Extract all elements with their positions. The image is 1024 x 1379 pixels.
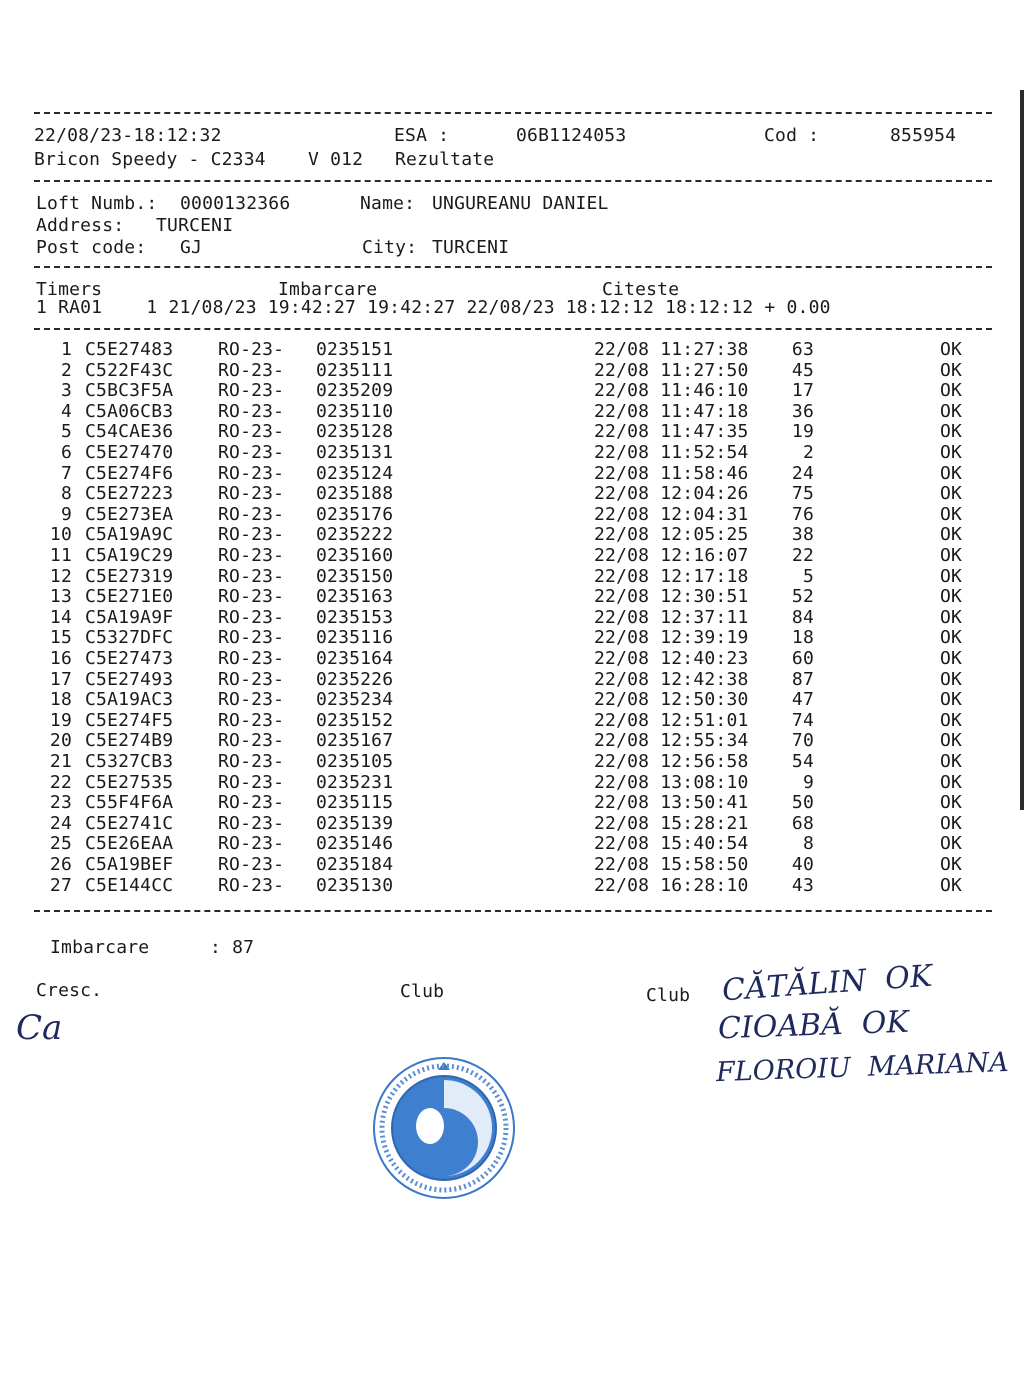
ring-number: 0235160 bbox=[316, 545, 394, 566]
ring-number: 0235124 bbox=[316, 462, 394, 484]
ring-number: 0235231 bbox=[316, 771, 394, 793]
position: 52 bbox=[791, 586, 814, 608]
row-number: 5 bbox=[60, 421, 72, 443]
divider bbox=[34, 180, 992, 182]
table-row bbox=[0, 484, 1024, 504]
status: OK bbox=[940, 503, 963, 525]
arrival-time: 22/08 11:46:10 bbox=[594, 380, 749, 402]
ring-number: 0235167 bbox=[316, 730, 394, 752]
position: 76 bbox=[791, 503, 814, 525]
arrival-time: 22/08 11:52:54 bbox=[594, 442, 749, 463]
ring-prefix: RO-23- bbox=[218, 462, 285, 484]
post-code-value: GJ bbox=[180, 237, 203, 258]
table-row bbox=[0, 567, 1024, 587]
row-number: 16 bbox=[49, 648, 72, 669]
table-row bbox=[0, 505, 1024, 525]
ring-prefix: RO-23- bbox=[218, 854, 285, 875]
row-number: 9 bbox=[60, 503, 72, 525]
ring-number: 0235146 bbox=[316, 833, 394, 855]
table-row bbox=[0, 876, 1024, 896]
arrival-time: 22/08 12:50:30 bbox=[594, 689, 749, 711]
position: 8 bbox=[802, 833, 814, 855]
position: 84 bbox=[791, 606, 814, 628]
table-row bbox=[0, 690, 1024, 710]
divider bbox=[34, 112, 992, 114]
status: OK bbox=[940, 380, 963, 402]
position: 68 bbox=[791, 812, 814, 834]
ring-prefix: RO-23- bbox=[218, 400, 285, 422]
row-number: 12 bbox=[49, 565, 72, 587]
arrival-time: 22/08 12:39:19 bbox=[594, 627, 749, 649]
ring-number: 0235110 bbox=[316, 400, 394, 422]
status: OK bbox=[940, 545, 963, 566]
status: OK bbox=[940, 627, 963, 649]
chip-code: C5A19BEF bbox=[85, 854, 174, 875]
row-number: 10 bbox=[49, 524, 72, 546]
status: OK bbox=[940, 854, 963, 875]
status: OK bbox=[940, 586, 963, 608]
row-number: 8 bbox=[60, 483, 72, 505]
arrival-time: 22/08 16:28:10 bbox=[594, 874, 749, 896]
chip-code: C55F4F6A bbox=[85, 792, 174, 814]
table-row bbox=[0, 443, 1024, 463]
chip-code: C5E27483 bbox=[85, 339, 174, 360]
device-version: V 012 bbox=[308, 149, 364, 170]
imbarcare-header: Imbarcare bbox=[278, 279, 378, 300]
breeder-signature: Ca bbox=[16, 1008, 63, 1048]
position: 43 bbox=[791, 874, 814, 896]
chip-code: C5E27493 bbox=[85, 668, 174, 690]
ring-prefix: RO-23- bbox=[218, 545, 285, 566]
chip-code: C5327DFC bbox=[85, 627, 174, 649]
ring-prefix: RO-23- bbox=[218, 874, 285, 896]
chip-code: C5E274B9 bbox=[85, 730, 174, 752]
ring-prefix: RO-23- bbox=[218, 524, 285, 546]
chip-code: C5A19A9C bbox=[85, 524, 174, 546]
ring-number: 0235184 bbox=[316, 854, 394, 875]
row-number: 7 bbox=[60, 462, 72, 484]
position: 70 bbox=[791, 730, 814, 752]
table-row bbox=[0, 628, 1024, 648]
table-row bbox=[0, 464, 1024, 484]
citeste-header: Citeste bbox=[602, 279, 680, 300]
row-number: 6 bbox=[60, 442, 72, 463]
table-row bbox=[0, 814, 1024, 834]
cresc-label: Cresc. bbox=[36, 980, 103, 1001]
status: OK bbox=[940, 668, 963, 690]
chip-code: C5A19C29 bbox=[85, 545, 174, 566]
club-label-1: Club bbox=[400, 981, 445, 1002]
ring-number: 0235163 bbox=[316, 586, 394, 608]
chip-code: C5E274F5 bbox=[85, 709, 174, 731]
table-row bbox=[0, 773, 1024, 793]
cod-value: 855954 bbox=[890, 125, 957, 146]
row-number: 4 bbox=[60, 400, 72, 422]
ring-prefix: RO-23- bbox=[218, 359, 285, 381]
status: OK bbox=[940, 462, 963, 484]
esa-label: ESA : bbox=[394, 125, 450, 146]
position: 5 bbox=[802, 565, 814, 587]
cod-label: Cod : bbox=[764, 125, 820, 146]
imbarcare-total-value: : 87 bbox=[210, 937, 255, 958]
ring-number: 0235188 bbox=[316, 483, 394, 505]
ring-number: 0235234 bbox=[316, 689, 394, 711]
ring-prefix: RO-23- bbox=[218, 421, 285, 443]
position: 87 bbox=[791, 668, 814, 690]
chip-code: C5E27223 bbox=[85, 483, 174, 505]
table-row bbox=[0, 525, 1024, 545]
arrival-time: 22/08 12:05:25 bbox=[594, 524, 749, 546]
device-name: Bricon Speedy - C2334 bbox=[34, 149, 266, 170]
row-number: 3 bbox=[60, 380, 72, 402]
table-row bbox=[0, 855, 1024, 875]
arrival-time: 22/08 15:58:50 bbox=[594, 854, 749, 875]
table-row bbox=[0, 402, 1024, 422]
arrival-time: 22/08 12:40:23 bbox=[594, 648, 749, 669]
ring-prefix: RO-23- bbox=[218, 668, 285, 690]
ring-prefix: RO-23- bbox=[218, 586, 285, 608]
row-number: 2 bbox=[60, 359, 72, 381]
handwritten-line-2: CIOABĂ OK bbox=[717, 1004, 910, 1047]
city-label: City: bbox=[362, 237, 418, 258]
status: OK bbox=[940, 874, 963, 896]
row-number: 17 bbox=[49, 668, 72, 690]
position: 75 bbox=[791, 483, 814, 505]
arrival-time: 22/08 11:47:18 bbox=[594, 400, 749, 422]
arrival-time: 22/08 15:40:54 bbox=[594, 833, 749, 855]
status: OK bbox=[940, 648, 963, 669]
arrival-time: 22/08 13:08:10 bbox=[594, 771, 749, 793]
arrival-time: 22/08 11:58:46 bbox=[594, 462, 749, 484]
ring-prefix: RO-23- bbox=[218, 606, 285, 628]
ring-number: 0235116 bbox=[316, 627, 394, 649]
ring-prefix: RO-23- bbox=[218, 339, 285, 360]
arrival-time: 22/08 12:30:51 bbox=[594, 586, 749, 608]
status: OK bbox=[940, 771, 963, 793]
ring-number: 0235209 bbox=[316, 380, 394, 402]
arrival-time: 22/08 12:55:34 bbox=[594, 730, 749, 752]
ring-number: 0235131 bbox=[316, 442, 394, 463]
status: OK bbox=[940, 730, 963, 752]
esa-value: 06B1124053 bbox=[516, 125, 627, 146]
row-number: 19 bbox=[49, 709, 72, 731]
ring-prefix: RO-23- bbox=[218, 689, 285, 711]
divider bbox=[34, 910, 992, 912]
club-label-2: Club bbox=[646, 985, 691, 1006]
arrival-time: 22/08 11:47:35 bbox=[594, 421, 749, 443]
name-label: Name: bbox=[360, 193, 416, 214]
ring-number: 0235152 bbox=[316, 709, 394, 731]
timers-label: Timers bbox=[36, 279, 103, 300]
row-number: 20 bbox=[49, 730, 72, 752]
arrival-time: 22/08 12:17:18 bbox=[594, 565, 749, 587]
chip-code: C54CAE36 bbox=[85, 421, 174, 443]
status: OK bbox=[940, 792, 963, 814]
arrival-time: 22/08 12:04:31 bbox=[594, 503, 749, 525]
chip-code: C5E26EAA bbox=[85, 833, 174, 855]
loft-label: Loft Numb.: bbox=[36, 193, 158, 214]
position: 24 bbox=[791, 462, 814, 484]
position: 50 bbox=[791, 792, 814, 814]
status: OK bbox=[940, 833, 963, 855]
table-row bbox=[0, 752, 1024, 772]
position: 74 bbox=[791, 709, 814, 731]
chip-code: C5E271E0 bbox=[85, 586, 174, 608]
city-value: TURCENI bbox=[432, 237, 510, 258]
name-value: UNGUREANU DANIEL bbox=[432, 193, 609, 214]
table-row bbox=[0, 546, 1024, 566]
status: OK bbox=[940, 421, 963, 443]
print-datetime: 22/08/23-18:12:32 bbox=[34, 125, 222, 146]
row-number: 23 bbox=[49, 792, 72, 814]
ring-prefix: RO-23- bbox=[218, 730, 285, 752]
address-value: TURCENI bbox=[156, 215, 234, 236]
table-row bbox=[0, 731, 1024, 751]
arrival-time: 22/08 11:27:50 bbox=[594, 359, 749, 381]
row-number: 24 bbox=[49, 812, 72, 834]
status: OK bbox=[940, 689, 963, 711]
ring-number: 0235139 bbox=[316, 812, 394, 834]
table-row bbox=[0, 381, 1024, 401]
row-number: 18 bbox=[49, 689, 72, 711]
post-code-label: Post code: bbox=[36, 237, 147, 258]
chip-code: C5E27535 bbox=[85, 771, 174, 793]
position: 17 bbox=[791, 380, 814, 402]
table-row bbox=[0, 361, 1024, 381]
ring-prefix: RO-23- bbox=[218, 792, 285, 814]
ring-number: 0235151 bbox=[316, 339, 394, 360]
position: 40 bbox=[791, 854, 814, 875]
arrival-time: 22/08 15:28:21 bbox=[594, 812, 749, 834]
arrival-time: 22/08 11:27:38 bbox=[594, 339, 749, 360]
chip-code: C5E273EA bbox=[85, 503, 174, 525]
row-number: 14 bbox=[49, 606, 72, 628]
chip-code: C5A19AC3 bbox=[85, 689, 174, 711]
ring-prefix: RO-23- bbox=[218, 833, 285, 855]
chip-code: C5E27473 bbox=[85, 648, 174, 669]
row-number: 22 bbox=[49, 771, 72, 793]
ring-prefix: RO-23- bbox=[218, 648, 285, 669]
chip-code: C5A19A9F bbox=[85, 606, 174, 628]
ring-prefix: RO-23- bbox=[218, 442, 285, 463]
ring-number: 0235226 bbox=[316, 668, 394, 690]
ring-prefix: RO-23- bbox=[218, 627, 285, 649]
ring-prefix: RO-23- bbox=[218, 380, 285, 402]
chip-code: C5E2741C bbox=[85, 812, 174, 834]
ring-prefix: RO-23- bbox=[218, 709, 285, 731]
arrival-time: 22/08 12:16:07 bbox=[594, 545, 749, 566]
row-number: 25 bbox=[49, 833, 72, 855]
position: 54 bbox=[791, 751, 814, 772]
loft-value: 0000132366 bbox=[180, 193, 291, 214]
table-row bbox=[0, 793, 1024, 813]
position: 22 bbox=[791, 545, 814, 566]
chip-code: C5E144CC bbox=[85, 874, 174, 896]
position: 9 bbox=[802, 771, 814, 793]
chip-code: C5327CB3 bbox=[85, 751, 174, 772]
table-row bbox=[0, 340, 1024, 360]
ring-number: 0235111 bbox=[316, 359, 394, 381]
handwritten-line-3: FLOROIU MARIANA bbox=[715, 1046, 1010, 1089]
ring-prefix: RO-23- bbox=[218, 771, 285, 793]
ring-prefix: RO-23- bbox=[218, 565, 285, 587]
row-number: 21 bbox=[49, 751, 72, 772]
table-row bbox=[0, 711, 1024, 731]
ring-number: 0235105 bbox=[316, 751, 394, 772]
position: 2 bbox=[802, 442, 814, 463]
ring-prefix: RO-23- bbox=[218, 812, 285, 834]
status: OK bbox=[940, 709, 963, 731]
ring-number: 0235222 bbox=[316, 524, 394, 546]
position: 60 bbox=[791, 648, 814, 669]
divider bbox=[34, 266, 992, 268]
ring-number: 0235153 bbox=[316, 606, 394, 628]
arrival-time: 22/08 12:37:11 bbox=[594, 606, 749, 628]
report-title: Rezultate bbox=[395, 149, 495, 170]
position: 19 bbox=[791, 421, 814, 443]
ring-prefix: RO-23- bbox=[218, 483, 285, 505]
row-number: 15 bbox=[49, 627, 72, 649]
ring-prefix: RO-23- bbox=[218, 503, 285, 525]
row-number: 26 bbox=[49, 854, 72, 875]
ring-number: 0235130 bbox=[316, 874, 394, 896]
table-row bbox=[0, 587, 1024, 607]
position: 38 bbox=[791, 524, 814, 546]
divider bbox=[34, 328, 992, 330]
ring-number: 0235115 bbox=[316, 792, 394, 814]
table-row bbox=[0, 608, 1024, 628]
arrival-time: 22/08 12:51:01 bbox=[594, 709, 749, 731]
table-row bbox=[0, 834, 1024, 854]
position: 45 bbox=[791, 359, 814, 381]
ring-number: 0235176 bbox=[316, 503, 394, 525]
federation-stamp-icon bbox=[368, 1048, 520, 1200]
chip-code: C5E27470 bbox=[85, 442, 174, 463]
status: OK bbox=[940, 565, 963, 587]
timer-line: 1 RA01 1 21/08/23 19:42:27 19:42:27 22/08/23 18:12:12 18:12:12 + 0.00 bbox=[36, 297, 831, 318]
row-number: 1 bbox=[60, 339, 72, 360]
status: OK bbox=[940, 812, 963, 834]
handwritten-line-1: CĂTĂLIN OK bbox=[721, 958, 934, 1009]
arrival-time: 22/08 12:42:38 bbox=[594, 668, 749, 690]
status: OK bbox=[940, 606, 963, 628]
position: 36 bbox=[791, 400, 814, 422]
status: OK bbox=[940, 400, 963, 422]
chip-code: C5BC3F5A bbox=[85, 380, 174, 402]
arrival-time: 22/08 13:50:41 bbox=[594, 792, 749, 814]
arrival-time: 22/08 12:56:58 bbox=[594, 751, 749, 772]
ring-number: 0235150 bbox=[316, 565, 394, 587]
imbarcare-total-label: Imbarcare bbox=[50, 937, 150, 958]
status: OK bbox=[940, 442, 963, 463]
chip-code: C522F43C bbox=[85, 359, 174, 381]
ring-number: 0235164 bbox=[316, 648, 394, 669]
status: OK bbox=[940, 483, 963, 505]
chip-code: C5A06CB3 bbox=[85, 400, 174, 422]
ring-prefix: RO-23- bbox=[218, 751, 285, 772]
status: OK bbox=[940, 524, 963, 546]
arrival-time: 22/08 12:04:26 bbox=[594, 483, 749, 505]
table-row bbox=[0, 422, 1024, 442]
address-label: Address: bbox=[36, 215, 125, 236]
row-number: 11 bbox=[49, 545, 72, 566]
chip-code: C5E274F6 bbox=[85, 462, 174, 484]
chip-code: C5E27319 bbox=[85, 565, 174, 587]
position: 63 bbox=[791, 339, 814, 360]
status: OK bbox=[940, 751, 963, 772]
row-number: 13 bbox=[49, 586, 72, 608]
table-row bbox=[0, 670, 1024, 690]
ring-number: 0235128 bbox=[316, 421, 394, 443]
status: OK bbox=[940, 339, 963, 360]
position: 47 bbox=[791, 689, 814, 711]
table-row bbox=[0, 649, 1024, 669]
position: 18 bbox=[791, 627, 814, 649]
row-number: 27 bbox=[49, 874, 72, 896]
status: OK bbox=[940, 359, 963, 381]
